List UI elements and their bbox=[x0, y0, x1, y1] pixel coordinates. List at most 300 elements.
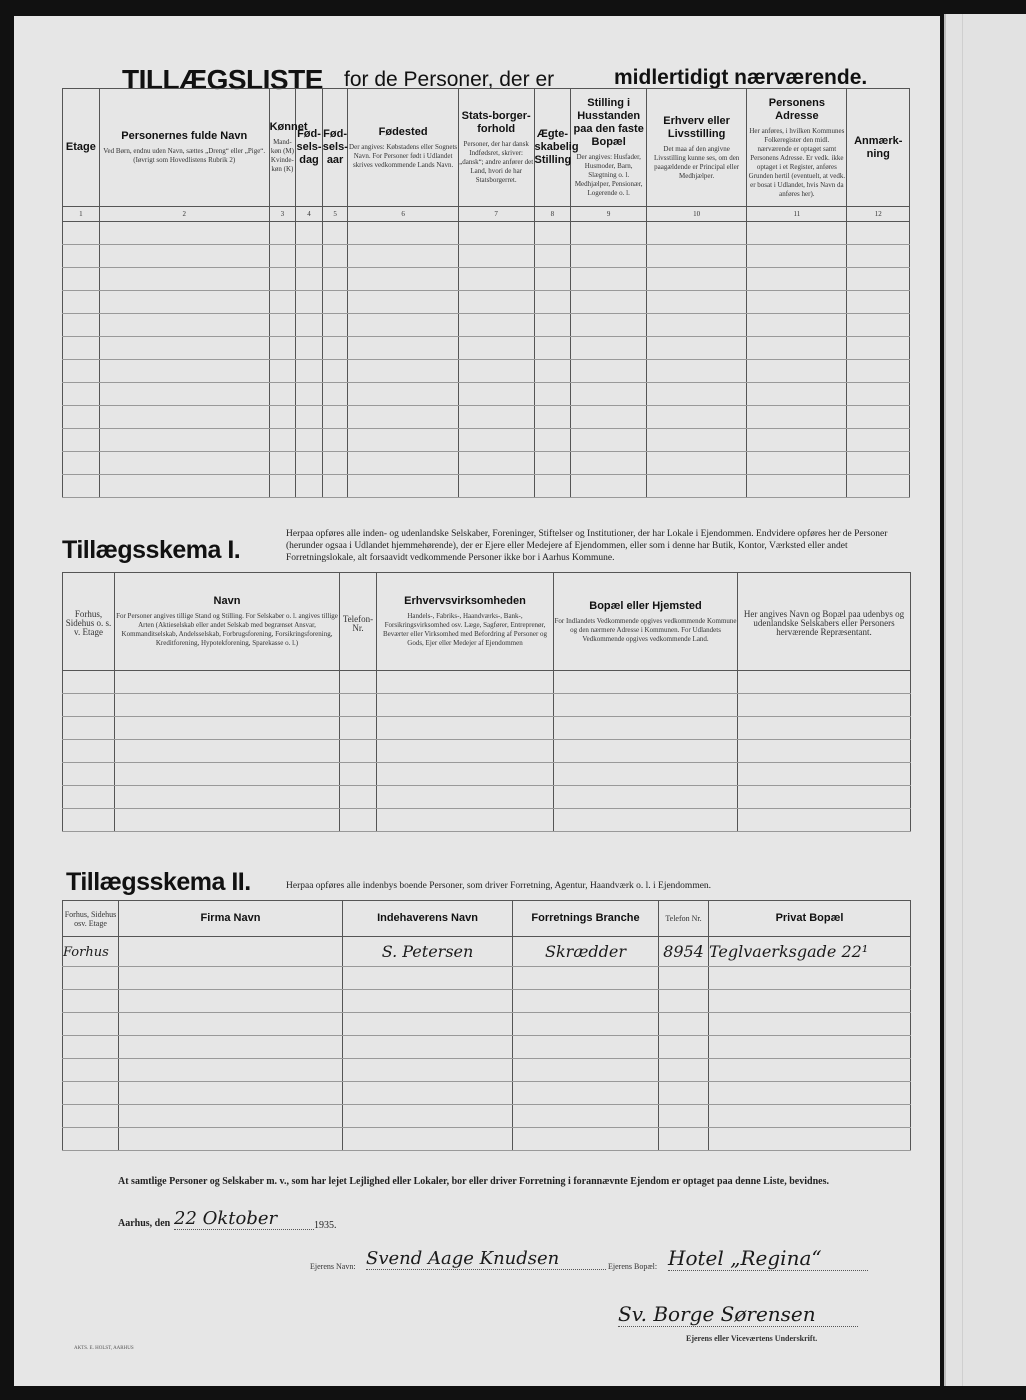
main-cell bbox=[571, 475, 647, 498]
skema2-col-5 bbox=[659, 901, 709, 937]
main-cell bbox=[322, 291, 348, 314]
skema2-col-heading: Privat Bopæl bbox=[775, 912, 844, 924]
skema1-col-sub: Handels-, Fabriks-, Haandværks-, Bank-, Forsikringsvirksomhed osv. Læge, Sagfører, Entreprenør, Beværter eller Virksomhed med Befordring af Personer og Gods, Ejer eller Medejer af Ejendommen bbox=[382, 612, 548, 647]
skema2-table bbox=[62, 900, 911, 1151]
main-cell bbox=[847, 383, 910, 406]
skema2-cell bbox=[659, 1013, 709, 1036]
date-year: 1935. bbox=[314, 1220, 337, 1231]
main-cell bbox=[63, 268, 100, 291]
main-cell bbox=[322, 360, 348, 383]
skema1-cell bbox=[115, 717, 340, 740]
skema1-col-sub: For Indlandets Vedkommende opgives vedkommende Kommune og den nærmere Adresse i Kommunen. For Udlandets Vedkommende opgives vedkommende Land. bbox=[554, 616, 737, 643]
main-col-number: 6 bbox=[348, 207, 458, 222]
main-cell bbox=[322, 268, 348, 291]
main-col-number: 2 bbox=[99, 207, 269, 222]
skema1-header bbox=[63, 573, 911, 671]
main-cell bbox=[322, 337, 348, 360]
main-cell bbox=[534, 475, 571, 498]
main-cell bbox=[571, 383, 647, 406]
owner-name: Svend Aage Knudsen bbox=[366, 1248, 606, 1270]
skema2-cell bbox=[63, 1082, 119, 1105]
main-table-header bbox=[63, 89, 910, 207]
skema2-cell bbox=[513, 1059, 659, 1082]
main-cell bbox=[571, 245, 647, 268]
main-cell bbox=[269, 222, 296, 245]
main-cell bbox=[99, 337, 269, 360]
skema2-cell bbox=[119, 1128, 343, 1151]
row-telefon: 8954 bbox=[663, 941, 704, 961]
main-cell bbox=[63, 452, 100, 475]
main-col-number: 9 bbox=[571, 207, 647, 222]
main-cell bbox=[847, 245, 910, 268]
main-cell bbox=[647, 406, 747, 429]
skema1-cell bbox=[554, 671, 738, 694]
skema2-cell bbox=[63, 1059, 119, 1082]
skema2-col-heading: Forhus, Sidehus osv. Etage bbox=[64, 909, 117, 928]
main-cell bbox=[63, 222, 100, 245]
main-table-row bbox=[63, 337, 910, 360]
main-cell bbox=[747, 383, 847, 406]
skema1-cell bbox=[63, 694, 115, 717]
main-col-heading: Stats-borger-forhold bbox=[461, 110, 531, 135]
skema2-row bbox=[63, 937, 911, 967]
main-cell bbox=[847, 406, 910, 429]
skema1-cell bbox=[115, 740, 340, 763]
main-cell bbox=[269, 383, 296, 406]
main-cell bbox=[534, 291, 571, 314]
skema1-col-3 bbox=[340, 573, 377, 671]
main-cell bbox=[322, 452, 348, 475]
main-cell bbox=[847, 360, 910, 383]
row-bopael: Teglvaerksgade 22¹ bbox=[709, 941, 869, 961]
skema2-cell bbox=[709, 1059, 911, 1082]
skema2-cell bbox=[659, 1128, 709, 1151]
adjacent-page-edge bbox=[944, 14, 1026, 1386]
date-place: Aarhus, den bbox=[118, 1218, 171, 1229]
skema1-title: Tillægsskema I. bbox=[62, 536, 241, 564]
main-cell bbox=[296, 360, 323, 383]
main-cell bbox=[458, 314, 534, 337]
main-cell bbox=[348, 475, 458, 498]
main-col-heading: Ægte-skabelig Stilling bbox=[534, 128, 579, 166]
main-cell bbox=[747, 475, 847, 498]
main-col-sub: Her anføres, i hvilken Kommunes Folkeregister den midl. nærværende er optaget samt Personens Adresse. Er vedk. ikke optaget i et Register, anføres Grunden hertil (eventuelt, at vedk. er bosat i Udlandet, hvis Navn da anføres her). bbox=[748, 126, 846, 198]
signature-label: Ejerens eller Viceværtens Underskrift. bbox=[686, 1334, 818, 1343]
skema1-cell bbox=[377, 694, 554, 717]
skema2-cell bbox=[343, 1105, 513, 1128]
skema2-row bbox=[63, 967, 911, 990]
main-col-heading: Fødested bbox=[378, 125, 428, 138]
skema2-description: Herpaa opføres alle indenbys boende Personer, som driver Forretning, Agentur, Haandværk o. l. i Ejendommen. bbox=[286, 881, 712, 891]
skema1-cell bbox=[377, 740, 554, 763]
main-cell bbox=[458, 429, 534, 452]
skema2-cell bbox=[63, 990, 119, 1013]
main-cell bbox=[348, 337, 458, 360]
main-cell bbox=[571, 452, 647, 475]
main-col-3 bbox=[269, 89, 308, 207]
main-cell bbox=[269, 337, 296, 360]
main-col-heading: Fød-sels-aar bbox=[322, 128, 348, 166]
skema2-cell bbox=[343, 1036, 513, 1059]
main-cell bbox=[458, 452, 534, 475]
skema1-row bbox=[63, 809, 911, 832]
skema2-cell bbox=[659, 1059, 709, 1082]
skema2-col-1 bbox=[63, 901, 119, 937]
skema2-cell bbox=[709, 1036, 911, 1059]
main-col-9 bbox=[571, 89, 647, 207]
skema1-cell bbox=[115, 809, 340, 832]
main-cell bbox=[647, 452, 747, 475]
skema1-cell bbox=[738, 809, 911, 832]
skema1-cell bbox=[377, 786, 554, 809]
main-col-heading: Anmærk-ning bbox=[854, 134, 903, 160]
skema1-cell bbox=[738, 763, 911, 786]
main-cell bbox=[847, 314, 910, 337]
skema2-cell bbox=[709, 1105, 911, 1128]
main-cell bbox=[348, 245, 458, 268]
main-cell bbox=[534, 360, 571, 383]
skema2-col-heading: Indehaverens Navn bbox=[377, 912, 478, 924]
main-cell bbox=[348, 222, 458, 245]
main-title-bold: midlertidigt nærværende. bbox=[614, 66, 868, 89]
skema1-cell bbox=[554, 694, 738, 717]
skema1-cell bbox=[63, 786, 115, 809]
main-cell bbox=[348, 429, 458, 452]
main-cell bbox=[63, 406, 100, 429]
skema1-cell bbox=[554, 786, 738, 809]
main-cell bbox=[99, 452, 269, 475]
row-etage: Forhus bbox=[63, 944, 109, 960]
skema2-row bbox=[63, 1013, 911, 1036]
main-cell bbox=[63, 291, 100, 314]
main-cell bbox=[99, 222, 269, 245]
main-col-5 bbox=[322, 89, 348, 207]
main-cell bbox=[847, 452, 910, 475]
main-title-sub: for de Personer, der er bbox=[344, 68, 555, 91]
main-cell bbox=[296, 314, 323, 337]
main-cell bbox=[63, 383, 100, 406]
skema1-cell bbox=[340, 671, 377, 694]
skema2-cell bbox=[119, 1036, 343, 1059]
skema2-cell bbox=[63, 1013, 119, 1036]
main-cell bbox=[296, 383, 323, 406]
main-cell bbox=[63, 245, 100, 268]
skema1-cell bbox=[63, 763, 115, 786]
main-table-row bbox=[63, 222, 910, 245]
main-cell bbox=[296, 475, 323, 498]
skema2-title: Tillægsskema II. bbox=[66, 868, 251, 896]
main-col-number: 5 bbox=[322, 207, 348, 222]
skema1-col-2 bbox=[115, 573, 340, 671]
main-cell bbox=[647, 268, 747, 291]
skema2-cell bbox=[343, 1013, 513, 1036]
main-table-row bbox=[63, 475, 910, 498]
main-cell bbox=[534, 406, 571, 429]
skema2-col-heading: Telefon Nr. bbox=[665, 914, 702, 923]
main-col-heading: Fød-sels-dag bbox=[296, 128, 322, 166]
main-cell bbox=[847, 291, 910, 314]
main-cell bbox=[348, 360, 458, 383]
main-cell bbox=[322, 245, 348, 268]
main-col-heading: Kønnet bbox=[269, 121, 308, 133]
main-cell bbox=[296, 337, 323, 360]
main-cell bbox=[847, 268, 910, 291]
main-title: TILLÆGSLISTE bbox=[122, 64, 323, 95]
main-cell bbox=[747, 452, 847, 475]
main-col-number: 1 bbox=[63, 207, 100, 222]
skema1-cell bbox=[554, 717, 738, 740]
main-cell bbox=[747, 337, 847, 360]
main-col-number: 12 bbox=[847, 207, 910, 222]
main-cell bbox=[458, 337, 534, 360]
main-cell bbox=[99, 429, 269, 452]
skema1-cell bbox=[738, 694, 911, 717]
main-cell bbox=[296, 429, 323, 452]
main-cell bbox=[647, 245, 747, 268]
skema1-col-4 bbox=[377, 573, 554, 671]
main-cell bbox=[534, 222, 571, 245]
main-table-row bbox=[63, 429, 910, 452]
skema1-description: Herpaa opføres alle inden- og udenlandske Selskaber, Foreninger, Stiftelser og Institutioner, der har Lokale i Ejendommen. Endvidere opføres her de Personer (herunder ogsaa i Udlandet hjemmehørende), der er Ejere eller Medejere af Ejendommen, eller som i denne har Butik, Kontor, Værksted eller andet Forretningslokale, alt forsaavidt vedkommende Personer ikke bor i Aarhus Kommune. bbox=[286, 529, 888, 563]
skema1-cell bbox=[115, 694, 340, 717]
skema1-cell bbox=[63, 809, 115, 832]
skema2-cell bbox=[63, 1036, 119, 1059]
skema2-cell bbox=[513, 1082, 659, 1105]
skema1-row bbox=[63, 763, 911, 786]
main-cell bbox=[571, 406, 647, 429]
main-table-row bbox=[63, 452, 910, 475]
skema1-col-6 bbox=[738, 573, 911, 671]
skema1-row bbox=[63, 671, 911, 694]
skema1-cell bbox=[377, 763, 554, 786]
skema1-row bbox=[63, 694, 911, 717]
main-cell bbox=[269, 245, 296, 268]
main-table-numbers bbox=[63, 207, 910, 222]
skema2-cell bbox=[513, 967, 659, 990]
main-cell bbox=[571, 222, 647, 245]
date-handwritten: 22 Oktober bbox=[174, 1208, 314, 1230]
main-cell bbox=[322, 314, 348, 337]
main-cell bbox=[647, 360, 747, 383]
skema1-row bbox=[63, 717, 911, 740]
skema2-row bbox=[63, 1036, 911, 1059]
main-col-sub: Ved Børn, endnu uden Navn, sættes „Dreng“ eller „Pige“. (Iøvrigt som Hovedlistens Rubrik 2) bbox=[103, 147, 266, 164]
main-cell bbox=[63, 475, 100, 498]
skema1-cell bbox=[63, 717, 115, 740]
main-cell bbox=[458, 475, 534, 498]
main-cell bbox=[847, 337, 910, 360]
main-cell bbox=[647, 291, 747, 314]
main-cell bbox=[99, 268, 269, 291]
main-cell bbox=[269, 291, 296, 314]
main-cell bbox=[99, 291, 269, 314]
skema1-col-sub: For Personer angives tillige Stand og Stilling. For Selskaber o. l. angives tillige Arten (Aktieselskab eller andet Selskab med begrænset Ansvar, Kommanditselskab, Andelsselskab, Forbrugsforening, Forsikringsforening, Kreditforening, Hypotekforening, Sparekasse o. l.) bbox=[116, 612, 338, 647]
skema2-header bbox=[63, 901, 911, 937]
skema2-col-heading: Forretnings Branche bbox=[531, 912, 640, 924]
skema2-cell bbox=[709, 967, 911, 990]
main-cell bbox=[747, 314, 847, 337]
skema2-row bbox=[63, 1105, 911, 1128]
main-cell bbox=[847, 475, 910, 498]
main-cell bbox=[99, 475, 269, 498]
row-indehaver: S. Petersen bbox=[381, 941, 474, 961]
skema2-cell bbox=[659, 1105, 709, 1128]
main-cell bbox=[348, 291, 458, 314]
skema1-col-heading: Bopæl eller Hjemsted bbox=[589, 599, 702, 612]
main-cell bbox=[348, 268, 458, 291]
main-cell bbox=[534, 383, 571, 406]
main-table-row bbox=[63, 291, 910, 314]
main-table-row bbox=[63, 268, 910, 291]
skema1-cell bbox=[554, 740, 738, 763]
main-table-row bbox=[63, 314, 910, 337]
owner-name-label: Ejerens Navn: bbox=[310, 1262, 356, 1271]
main-cell bbox=[571, 268, 647, 291]
main-cell bbox=[296, 245, 323, 268]
skema2-col-heading: Firma Navn bbox=[200, 912, 261, 924]
main-col-sub: Der angives: Husfader, Husmoder, Barn, Slægtning o. l. Medhjælper, Pensionær, Logerende o. l. bbox=[574, 153, 643, 197]
main-cell bbox=[269, 314, 296, 337]
skema2-cell bbox=[119, 1059, 343, 1082]
skema2-cell bbox=[513, 1036, 659, 1059]
main-cell bbox=[99, 406, 269, 429]
skema1-row bbox=[63, 786, 911, 809]
skema2-cell bbox=[709, 990, 911, 1013]
main-cell bbox=[99, 360, 269, 383]
main-cell bbox=[269, 452, 296, 475]
skema2-cell bbox=[63, 1128, 119, 1151]
skema1-cell bbox=[115, 671, 340, 694]
main-col-10 bbox=[647, 89, 747, 207]
skema2-cell bbox=[343, 990, 513, 1013]
main-col-11 bbox=[747, 89, 847, 207]
skema2-cell bbox=[343, 967, 513, 990]
skema1-col-5 bbox=[554, 573, 738, 671]
skema1-cell bbox=[340, 717, 377, 740]
skema2-cell bbox=[119, 990, 343, 1013]
main-col-2 bbox=[99, 89, 269, 207]
skema2-cell bbox=[343, 1128, 513, 1151]
main-cell bbox=[571, 337, 647, 360]
main-cell bbox=[747, 291, 847, 314]
main-col-sub: Mand-køn (M) Kvinde-køn (K) bbox=[270, 138, 294, 173]
main-table-row bbox=[63, 406, 910, 429]
main-cell bbox=[647, 475, 747, 498]
main-col-sub: Det maa af den angivne Livsstilling kunne ses, om den paagældende er Principal eller Medhjælper. bbox=[653, 144, 740, 180]
main-cell bbox=[571, 360, 647, 383]
main-cell bbox=[458, 245, 534, 268]
main-col-number: 10 bbox=[647, 207, 747, 222]
skema2-cell bbox=[119, 967, 343, 990]
main-cell bbox=[296, 452, 323, 475]
main-cell bbox=[747, 222, 847, 245]
skema2-row bbox=[63, 1128, 911, 1151]
skema2-cell bbox=[63, 967, 119, 990]
main-cell bbox=[269, 429, 296, 452]
skema2-cell bbox=[513, 1105, 659, 1128]
skema1-cell bbox=[340, 740, 377, 763]
main-cell bbox=[747, 360, 847, 383]
skema2-col-2 bbox=[119, 901, 343, 937]
skema1-cell bbox=[115, 786, 340, 809]
main-cell bbox=[322, 383, 348, 406]
main-cell bbox=[458, 291, 534, 314]
main-cell bbox=[747, 268, 847, 291]
main-col-number: 8 bbox=[534, 207, 571, 222]
skema1-cell bbox=[738, 786, 911, 809]
main-col-heading: Personernes fulde Navn bbox=[121, 130, 248, 142]
skema1-table bbox=[62, 572, 911, 832]
main-cell bbox=[269, 360, 296, 383]
census-form-page bbox=[14, 16, 940, 1386]
skema1-col-1 bbox=[63, 573, 115, 671]
skema2-row bbox=[63, 1059, 911, 1082]
skema2-cell bbox=[343, 1082, 513, 1105]
skema1-cell bbox=[377, 717, 554, 740]
main-col-8 bbox=[534, 89, 579, 207]
main-cell bbox=[534, 314, 571, 337]
main-cell bbox=[571, 291, 647, 314]
skema1-cell bbox=[738, 740, 911, 763]
main-cell bbox=[534, 337, 571, 360]
main-col-7 bbox=[458, 89, 534, 207]
main-cell bbox=[647, 383, 747, 406]
skema1-cell bbox=[738, 671, 911, 694]
main-cell bbox=[63, 360, 100, 383]
main-cell bbox=[458, 406, 534, 429]
main-cell bbox=[747, 245, 847, 268]
main-cell bbox=[571, 429, 647, 452]
main-col-heading: Personens Adresse bbox=[768, 96, 825, 122]
main-cell bbox=[296, 268, 323, 291]
skema1-cell bbox=[63, 671, 115, 694]
skema2-cell bbox=[659, 1082, 709, 1105]
skema2-col-6 bbox=[709, 901, 911, 937]
main-col-heading: Stilling i Husstanden paa den faste Bopæl bbox=[573, 97, 644, 148]
main-cell bbox=[269, 475, 296, 498]
main-cell bbox=[348, 383, 458, 406]
signature: Sv. Borge Sørensen bbox=[618, 1302, 858, 1327]
skema2-cell bbox=[119, 1082, 343, 1105]
main-cell bbox=[571, 314, 647, 337]
skema1-cell bbox=[377, 809, 554, 832]
main-col-sub: Der angives: Købstadens eller Sognets Navn. For Personer født i Udlandet skrives vedkommende Lands Navn. bbox=[349, 142, 458, 169]
main-col-12 bbox=[847, 89, 910, 207]
skema1-cell bbox=[340, 786, 377, 809]
main-col-number: 7 bbox=[458, 207, 534, 222]
main-cell bbox=[296, 222, 323, 245]
main-cell bbox=[534, 245, 571, 268]
main-table bbox=[62, 88, 910, 498]
main-cell bbox=[99, 383, 269, 406]
main-cell bbox=[322, 475, 348, 498]
main-col-4 bbox=[296, 89, 323, 207]
skema2-cell bbox=[63, 1105, 119, 1128]
skema2-cell bbox=[709, 1013, 911, 1036]
main-cell bbox=[458, 360, 534, 383]
skema2-cell bbox=[513, 990, 659, 1013]
skema1-cell bbox=[340, 763, 377, 786]
skema2-cell bbox=[659, 1036, 709, 1059]
skema1-cell bbox=[63, 740, 115, 763]
skema2-row bbox=[63, 990, 911, 1013]
skema2-cell bbox=[659, 967, 709, 990]
main-cell bbox=[534, 429, 571, 452]
main-col-6 bbox=[348, 89, 458, 207]
main-cell bbox=[322, 406, 348, 429]
skema1-cell bbox=[554, 763, 738, 786]
skema1-col-sub: Forhus, Sidehus o. s. v. Etage bbox=[65, 609, 112, 637]
